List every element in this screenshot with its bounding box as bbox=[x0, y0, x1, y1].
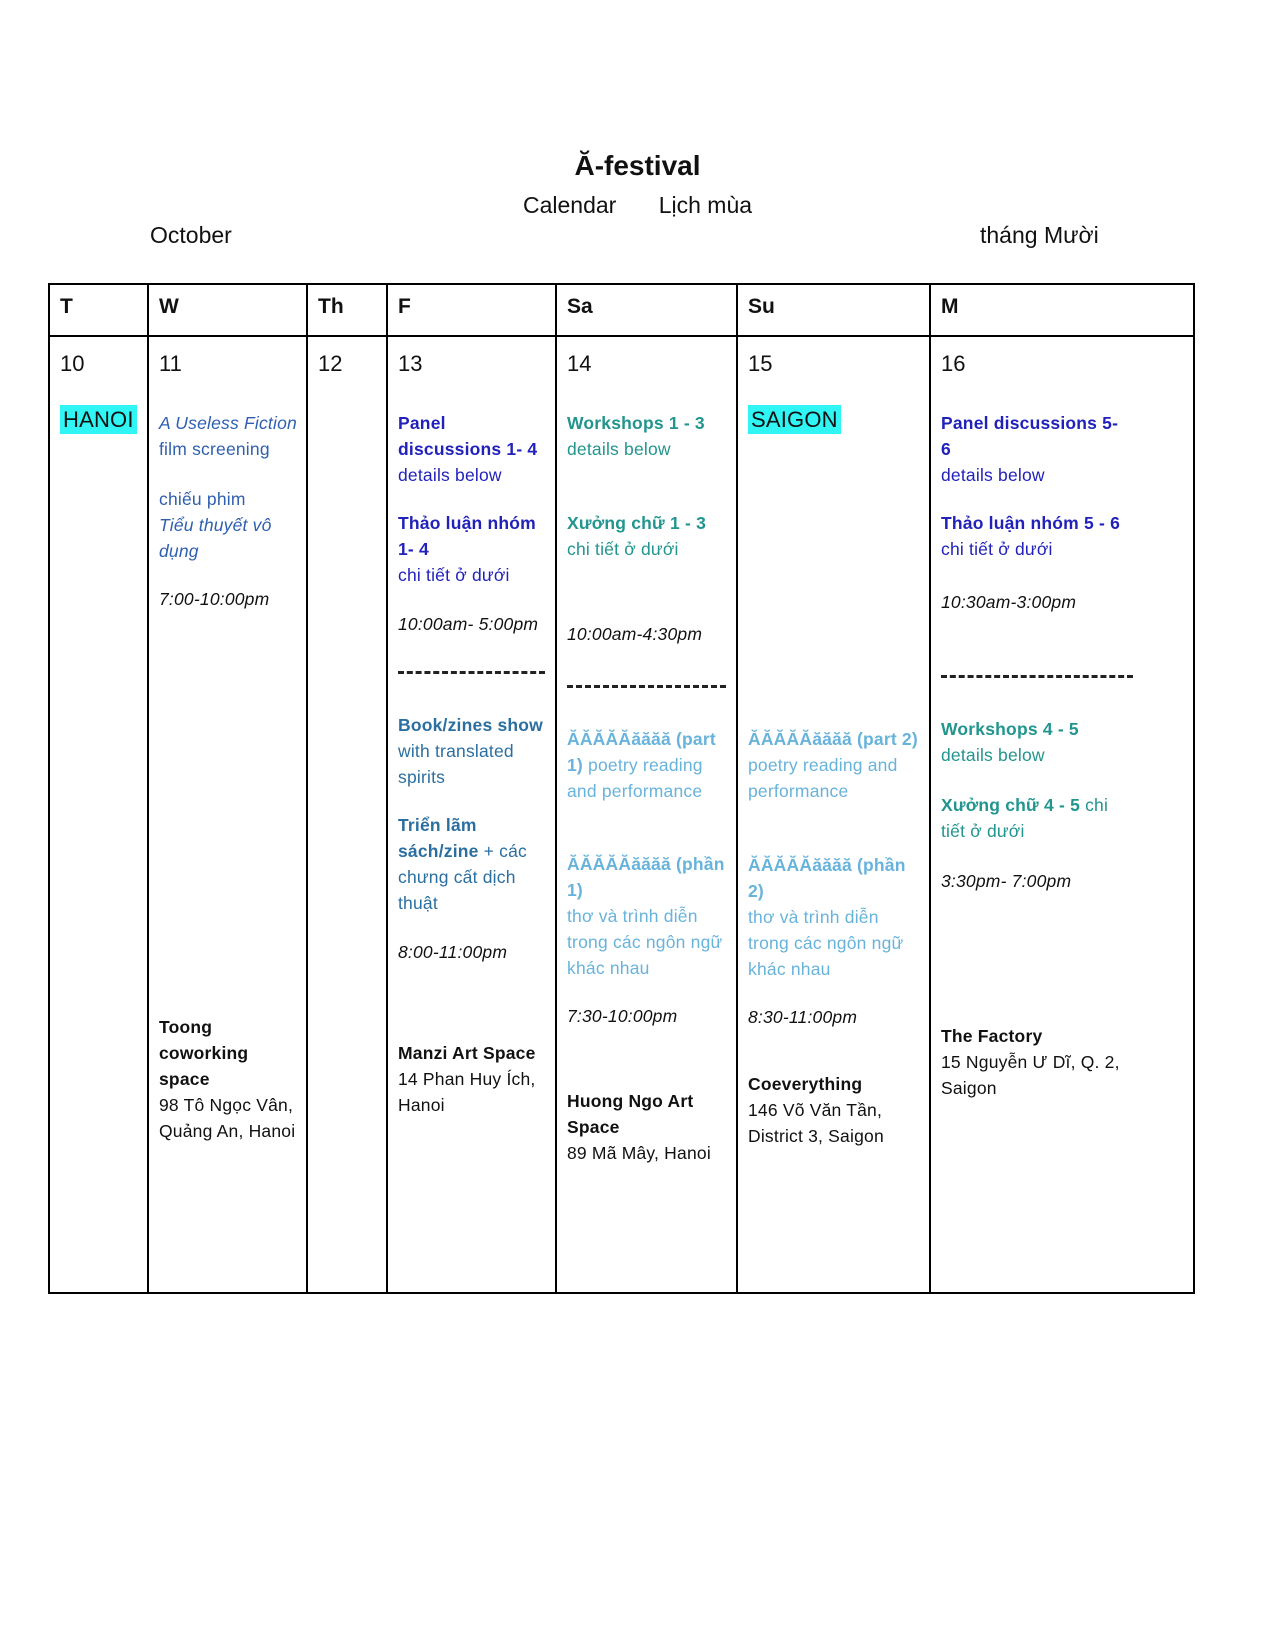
book-event bbox=[398, 712, 549, 790]
divider bbox=[941, 675, 1133, 678]
page-title: Ă-festival bbox=[574, 150, 701, 181]
event-time: 3:30pm- 7:00pm bbox=[941, 871, 1072, 891]
panel-desc-vi: chi tiết ở dưới bbox=[398, 565, 510, 585]
event-time: 10:00am-4:30pm bbox=[567, 624, 703, 644]
event-time: 10:00am- 5:00pm bbox=[398, 614, 539, 634]
weekday-header: Sa bbox=[556, 284, 737, 336]
book-desc: with translated spirits bbox=[398, 741, 514, 787]
venue-name: Manzi Art Space bbox=[398, 1043, 536, 1063]
book-desc-vi: + các chưng cất dịch thuật bbox=[398, 841, 527, 913]
poetry-event-vi bbox=[748, 852, 923, 982]
month-label-vi: tháng Mười bbox=[980, 222, 1099, 248]
city-highlight: SAIGON bbox=[748, 405, 841, 434]
poetry-event-vi bbox=[567, 851, 730, 981]
day-cell-15 bbox=[737, 336, 930, 1293]
event-time: 8:30-11:00pm bbox=[748, 1007, 858, 1027]
day-cells-row bbox=[49, 336, 1194, 1293]
subtitle-vi: Lịch mùa bbox=[658, 192, 753, 218]
workshop-event-vi bbox=[941, 792, 1123, 844]
venue bbox=[748, 1071, 923, 1149]
workshop-desc: details below bbox=[567, 439, 671, 459]
panel-desc: details below bbox=[398, 465, 502, 485]
venue-name: Toong coworking space bbox=[159, 1017, 249, 1089]
workshop-desc-vi: chi tiết ở dưới bbox=[567, 539, 679, 559]
day-number: 14 bbox=[567, 351, 592, 376]
weekday-header: F bbox=[387, 284, 556, 336]
weekday-header: M bbox=[930, 284, 1194, 336]
venue-address: 89 Mã Mây, Hanoi bbox=[567, 1143, 711, 1163]
film-title-vi: Tiểu thuyết vô dụng bbox=[159, 515, 272, 561]
divider bbox=[398, 671, 545, 674]
day-cell-12 bbox=[307, 336, 387, 1293]
poetry-event bbox=[748, 726, 923, 804]
subtitle-en: Calendar bbox=[522, 192, 617, 218]
film-event-vi bbox=[159, 486, 300, 564]
poetry-desc-vi: thơ và trình diễn trong các ngôn ngữ khác nhau bbox=[567, 906, 723, 978]
venue-address: 146 Võ Văn Tần, District 3, Saigon bbox=[748, 1100, 884, 1146]
venue-address: 14 Phan Huy Ích, Hanoi bbox=[398, 1069, 536, 1115]
day-number: 12 bbox=[318, 351, 343, 376]
book-event-vi bbox=[398, 812, 549, 916]
venue bbox=[398, 1040, 549, 1118]
weekday-header-row bbox=[49, 284, 1194, 336]
weekday-header: T bbox=[49, 284, 148, 336]
poetry-title-vi: ĂĂĂĂĂăăăă (phần 2) bbox=[748, 855, 906, 901]
calendar-table bbox=[48, 283, 1195, 1294]
day-cell-14 bbox=[556, 336, 737, 1293]
panel-title-vi: Thảo luận nhóm 1- 4 bbox=[398, 513, 536, 559]
event-time: 7:00-10:00pm bbox=[159, 589, 270, 609]
month-label-en: October bbox=[150, 222, 232, 248]
book-title: Book/zines show bbox=[398, 715, 543, 735]
weekday-header: Th bbox=[307, 284, 387, 336]
poetry-title: ĂĂĂĂĂăăăă (part 2) bbox=[748, 729, 918, 749]
workshop-title-vi: Xưởng chữ 4 - 5 bbox=[941, 795, 1081, 815]
workshop-desc: details below bbox=[941, 745, 1045, 765]
film-event bbox=[159, 410, 300, 462]
venue-address: 15 Nguyễn Ư Dĩ, Q. 2, Saigon bbox=[941, 1052, 1120, 1098]
weekday-header: Su bbox=[737, 284, 930, 336]
day-cell-11 bbox=[148, 336, 307, 1293]
day-cell-10 bbox=[49, 336, 148, 1293]
book-title-vi: Triển lãm sách/zine bbox=[398, 815, 479, 861]
weekday-header: W bbox=[148, 284, 307, 336]
venue-name: Huong Ngo Art Space bbox=[567, 1091, 694, 1137]
poetry-desc-vi: thơ và trình diễn trong các ngôn ngữ khác nhau bbox=[748, 907, 904, 979]
city-highlight: HANOI bbox=[60, 405, 137, 434]
day-cell-13 bbox=[387, 336, 556, 1293]
event-time: 8:00-11:00pm bbox=[398, 942, 508, 962]
panel-title: Panel discussions 1- 4 bbox=[398, 413, 538, 459]
panel-title-vi: Thảo luận nhóm 5 - 6 bbox=[941, 513, 1121, 533]
poetry-title: ĂĂĂĂĂăăăă (part 1) bbox=[567, 729, 716, 775]
day-number: 16 bbox=[941, 351, 966, 376]
poetry-desc: poetry reading and performance bbox=[748, 755, 898, 801]
divider bbox=[567, 685, 726, 688]
workshop-title-vi: Xưởng chữ 1 - 3 bbox=[567, 513, 707, 533]
panel-desc: details below bbox=[941, 465, 1045, 485]
day-number: 10 bbox=[60, 351, 85, 376]
film-desc-vi: chiếu phim bbox=[159, 489, 246, 509]
event-time: 10:30am-3:00pm bbox=[941, 592, 1077, 612]
workshop-event bbox=[567, 410, 730, 462]
day-number: 15 bbox=[748, 351, 773, 376]
panel-event-vi bbox=[941, 510, 1187, 562]
panel-event bbox=[941, 410, 1123, 488]
city-label-hanoi bbox=[60, 407, 141, 434]
film-desc: film screening bbox=[159, 439, 270, 459]
venue-name: The Factory bbox=[941, 1026, 1043, 1046]
workshop-event bbox=[941, 716, 1187, 768]
panel-title: Panel discussions 5-6 bbox=[941, 413, 1119, 459]
panel-desc-vi: chi tiết ở dưới bbox=[941, 539, 1053, 559]
day-number: 13 bbox=[398, 351, 423, 376]
panel-event-vi bbox=[398, 510, 549, 588]
venue bbox=[159, 1014, 300, 1144]
workshop-desc-vi: chi tiết ở dưới bbox=[941, 795, 1109, 841]
day-cell-16 bbox=[930, 336, 1194, 1293]
poetry-event bbox=[567, 726, 730, 804]
venue bbox=[941, 1023, 1123, 1101]
workshop-title: Workshops 4 - 5 bbox=[941, 719, 1079, 739]
city-label-saigon bbox=[748, 407, 923, 434]
event-time: 7:30-10:00pm bbox=[567, 1006, 678, 1026]
poetry-desc: poetry reading and performance bbox=[567, 755, 703, 801]
venue-address: 98 Tô Ngọc Vân, Quảng An, Hanoi bbox=[159, 1095, 296, 1141]
venue bbox=[567, 1088, 730, 1166]
workshop-title: Workshops 1 - 3 bbox=[567, 413, 705, 433]
page-subtitle bbox=[0, 192, 1275, 219]
venue-name: Coeverything bbox=[748, 1074, 863, 1094]
film-title: A Useless Fiction bbox=[159, 413, 297, 433]
panel-event bbox=[398, 410, 549, 488]
poetry-title-vi: ĂĂĂĂĂăăăă (phần 1) bbox=[567, 854, 725, 900]
workshop-event-vi bbox=[567, 510, 730, 562]
day-number: 11 bbox=[159, 351, 182, 376]
